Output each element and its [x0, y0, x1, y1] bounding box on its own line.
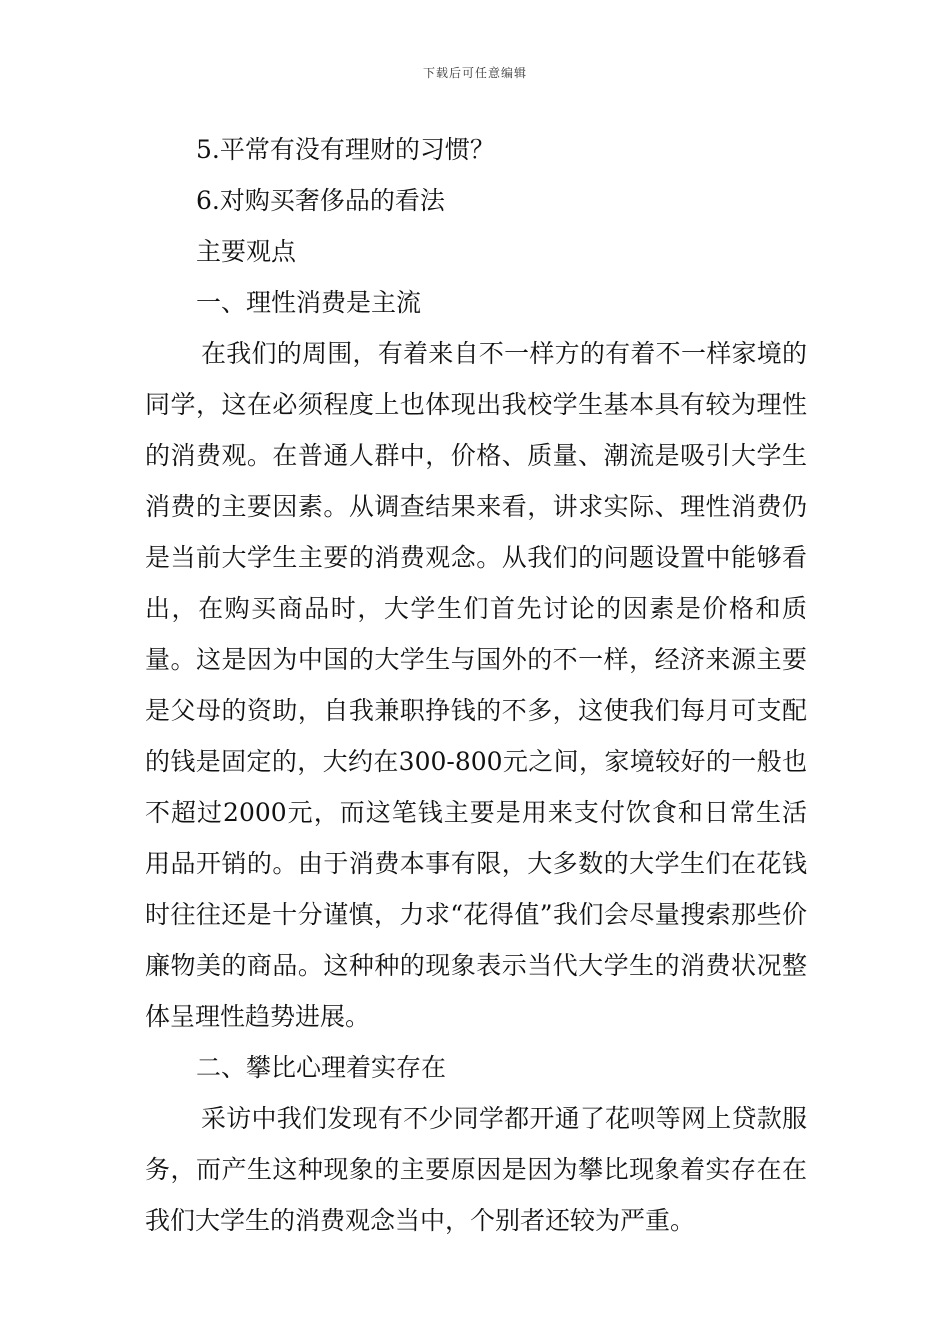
question-item-5: 5.平常有没有理财的习惯？	[196, 135, 495, 164]
point-1-heading: 一、理性消费是主流	[196, 288, 422, 317]
page-header: 下载后可任意编辑	[422, 66, 527, 80]
question-item-6: 6.对购买奢侈品的看法	[196, 186, 445, 215]
point-1-paragraph: 在我们的周围，有着来自不一样方的有着不一样家境的同学，这在必须程度上也体现出我校学生基本具有较为理性的消费观。在普通人群中，价格、质量、潮流是吸引大学生消费的主要因素。从调查结果来看，讲求实际、理性消费仍是当前大学生主要的消费观念。从我们的问题设置中能够看出，在购买商品时，大学生们首先讨论的因素是价格和质量。这是因为中国的大学生与国外的不一样，经济来源主要是父母的资助，自我兼职挣钱的不多，这使我们每月可支配的钱是固定的，大约在300-800元之间，家境较好的一般也不超过2000元，而这笔钱主要是用来支付饮食和日常生活用品开销的。由于消费本事有限，大多数的大学生们在花钱时往往还是十分谨慎，力求“花得值”我们会尽量搜索那些价廉物美的商品。这种种的现象表示当代大学生的消费状况整体呈理性趋势进展。	[145, 339, 807, 1031]
point-2-paragraph: 采访中我们发现有不少同学都开通了花呗等网上贷款服务，而产生这种现象的主要原因是因为攀比现象着实存在在我们大学生的消费观念当中，个别者还较为严重。	[145, 1104, 807, 1235]
point-2-heading: 二、攀比心理着实存在	[196, 1053, 447, 1082]
section-title: 主要观点	[196, 237, 297, 266]
document-body	[145, 124, 807, 1246]
